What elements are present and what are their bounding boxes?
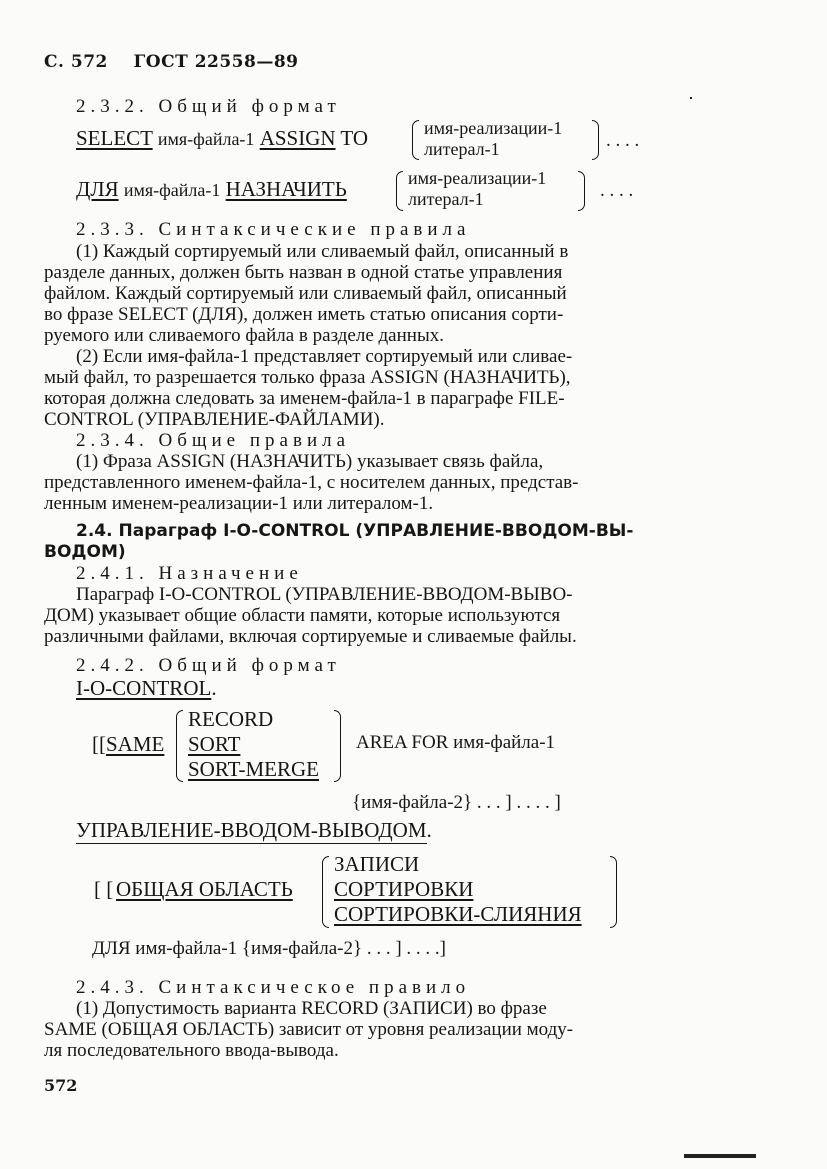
select-right-brace: [592, 120, 599, 160]
dlya-keyword: ДЛЯ: [76, 177, 119, 201]
section-2-4-2-title: 2.4.2. Общий формат: [76, 655, 341, 676]
page-header: [44, 52, 299, 72]
section-2-3-3-title: 2.3.3. Синтаксические правила: [76, 219, 471, 240]
purpose-line-3: различными файлами, включая сортируемые и сливаемые файлы.: [44, 626, 577, 647]
to-keyword: TO: [340, 126, 369, 150]
ru-same-tail: ДЛЯ имя-файла-1 {имя-файла-2} . . . ] . . . .]: [92, 938, 446, 959]
io-control-keyword-line: [76, 676, 217, 701]
select-option-1: имя-реализации-1: [424, 118, 563, 138]
rule-233-1-line-5: руемого или сливаемого файла в разделе данных.: [44, 325, 444, 346]
rule-233-2-line-4: CONTROL (УПРАВЛЕНИЕ-ФАЙЛАМИ).: [44, 409, 385, 430]
scan-artifact-dot: [690, 97, 692, 99]
ru-io-control-keyword: УПРАВЛЕНИЕ-ВВОДОМ-ВЫВОДОМ: [76, 818, 427, 842]
section-2-4-1-title: 2.4.1. Назначение: [76, 563, 303, 584]
ru-same-keyword: [116, 877, 293, 902]
rule-243-line-1: (1) Допустимость варианта RECORD (ЗАПИСИ) во фразе: [76, 998, 547, 1019]
dlya-ellipsis: . . . .: [600, 180, 634, 201]
io-control-keyword: I-O-CONTROL: [76, 676, 212, 700]
io-control-dot: .: [211, 676, 217, 700]
rule-234-1-line-3: ленным именем-реализации-1 или литералом-1.: [44, 493, 434, 514]
rule-233-2-line-3: которая должна следовать за именем-файла-1 в параграфе FILE-: [44, 388, 565, 409]
same-tail: {имя-файла-2} . . . ] . . . . ]: [352, 792, 561, 813]
same-right-brace: [334, 710, 341, 782]
select-format-line: [76, 126, 368, 151]
scan-artifact-bar: [684, 1154, 756, 1158]
section-2-3-2-title: 2.3.2. Общий формат: [76, 96, 341, 117]
rule-233-2-line-1: (2) Если имя-файла-1 представляет сортируемый или сливае-: [76, 346, 573, 367]
rule-234-1-line-1: (1) Фраза ASSIGN (НАЗНАЧИТЬ) указывает связь файла,: [76, 451, 544, 472]
same-left-brace: [176, 710, 183, 782]
sort-merge-option: [188, 757, 319, 782]
purpose-line-1: Параграф I-O-CONTROL (УПРАВЛЕНИЕ-ВВОДОМ-ВЫВО-: [76, 584, 573, 605]
sort-option: [188, 732, 240, 757]
section-2-4-heading-line-1: 2.4. Параграф I-O-CONTROL (УПРАВЛЕНИЕ-ВВОДОМ-ВЫ-: [76, 521, 634, 541]
dlya-right-brace: [578, 171, 585, 211]
rule-233-1-line-2: разделе данных, должен быть назван в одной статье управления: [44, 262, 563, 283]
page-number: 572: [44, 1076, 78, 1095]
same-keyword: [106, 732, 164, 757]
rule-233-1-line-1: (1) Каждый сортируемый или сливаемый файл, описанный в: [76, 241, 569, 262]
sort-merge-option-text: SORT-MERGE: [188, 757, 319, 781]
rule-233-1-line-4: во фразе SELECT (ДЛЯ), должен иметь статью описания сорти-: [44, 304, 564, 325]
page-label: С. 572: [44, 52, 108, 72]
select-file-name: имя-файла-1: [157, 129, 255, 149]
select-option-2: литерал-1: [424, 139, 500, 159]
same-open-bracket: [[: [92, 732, 106, 756]
area-for-clause: AREA FOR имя-файла-1: [356, 732, 556, 753]
sortirovki-sliyaniya-option-text: СОРТИРОВКИ-СЛИЯНИЯ: [334, 902, 582, 926]
sortirovki-option-text: СОРТИРОВКИ: [334, 877, 474, 901]
dlya-option-2: литерал-1: [408, 189, 484, 209]
sortirovki-sliyaniya-option: [334, 902, 582, 927]
ru-same-left-brace: [322, 856, 329, 928]
purpose-line-2: ДОМ) указывает общие области памяти, которые используются: [44, 605, 561, 626]
select-ellipsis: . . . .: [606, 130, 640, 151]
dlya-left-brace: [396, 171, 403, 211]
sortirovki-option: [334, 877, 473, 902]
rule-243-line-3: ля последовательного ввода-вывода.: [44, 1040, 339, 1061]
sort-option-text: SORT: [188, 732, 241, 756]
section-2-3-4-title: 2.3.4. Общие правила: [76, 430, 351, 451]
dlya-file-name: имя-файла-1: [123, 180, 221, 200]
select-left-brace: [412, 120, 419, 160]
standard-number: ГОСТ 22558—89: [133, 52, 299, 72]
assign-keyword: ASSIGN: [259, 126, 336, 150]
rule-234-1-line-2: представленного именем-файла-1, с носителем данных, представ-: [44, 472, 579, 493]
section-2-4-heading-line-2: ВОДОМ): [44, 542, 126, 562]
rule-233-1-line-3: файлом. Каждый сортируемый или сливаемый файл, описанный: [44, 283, 567, 304]
rule-233-2-line-2: мый файл, то разрешается только фраза ASSIGN (НАЗНАЧИТЬ),: [44, 367, 571, 388]
rule-243-line-2: SAME (ОБЩАЯ ОБЛАСТЬ) зависит от уровня реализации моду-: [44, 1019, 574, 1040]
dlya-option-1: имя-реализации-1: [408, 168, 547, 188]
same-keyword-text: SAME: [106, 732, 165, 756]
ru-io-control-dot: .: [426, 818, 432, 842]
ru-io-control-keyword-line: [76, 818, 432, 843]
select-keyword: SELECT: [76, 126, 153, 150]
zapisi-option: ЗАПИСИ: [334, 852, 420, 876]
dlya-format-line: [76, 177, 347, 202]
naznachit-keyword: НАЗНАЧИТЬ: [225, 177, 347, 201]
ru-same-right-brace: [610, 856, 617, 928]
ru-same-keyword-text: ОБЩАЯ ОБЛАСТЬ: [116, 877, 293, 901]
section-2-4-3-title: 2.4.3. Синтаксическое правило: [76, 977, 471, 998]
record-option: RECORD: [188, 707, 274, 731]
ru-same-open-bracket: [ [: [94, 877, 114, 901]
